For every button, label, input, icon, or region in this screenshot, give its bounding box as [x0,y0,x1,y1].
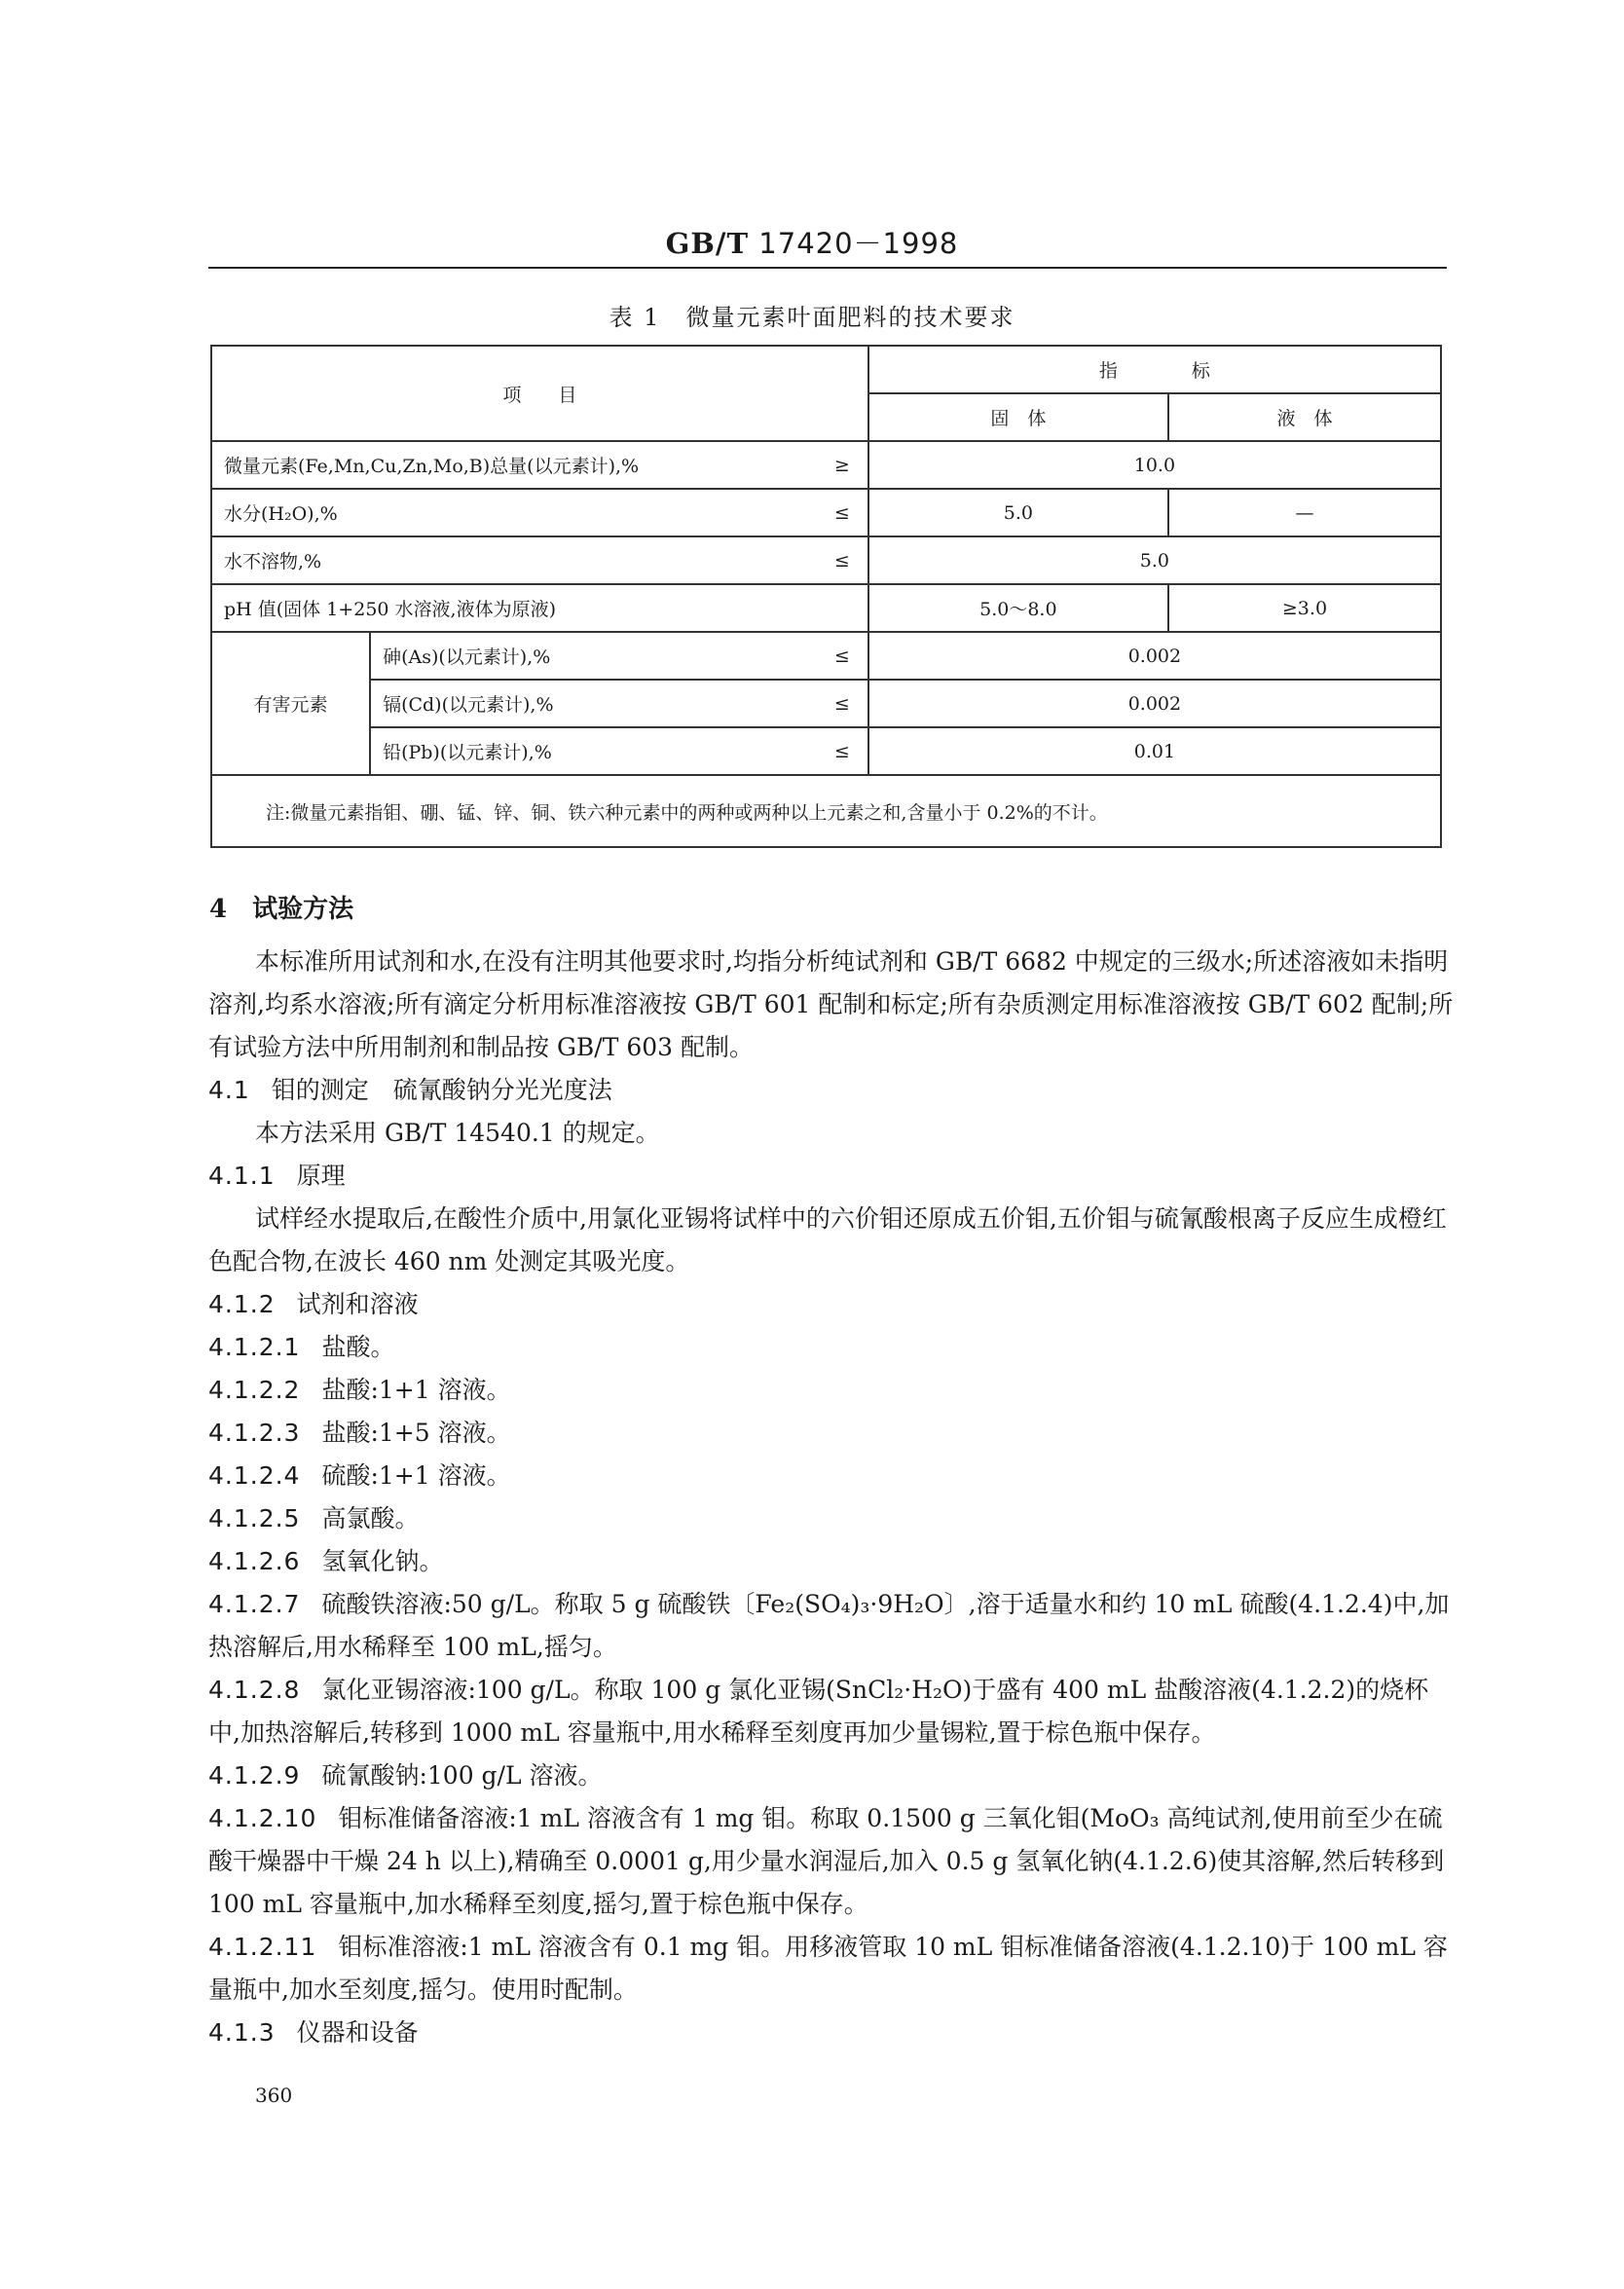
clause-text: 仪器和设备 [296,2018,419,2047]
table-note: 注:微量元素指钼、硼、锰、锌、铜、铁六种元素中的两种或两种以上元素之和,含量小于 0.2%的不计。 [211,775,1441,847]
clause [208,1455,1455,1497]
header-rule [208,267,1447,269]
row-liquid-value: ≥3.0 [1168,584,1441,632]
clause [208,1369,1455,1412]
row-item: pH 值(固体 1+250 水溶液,液体为原液) [211,584,868,632]
spec-table [210,345,1442,848]
clause-paragraph: 本方法采用 GB/T 14540.1 的规定。 [255,1119,660,1147]
header-solid: 固 体 [868,393,1168,441]
clause [208,1155,1455,1198]
clause-text: 试剂和溶液 [296,1290,419,1318]
clause-text: 原理 [296,1162,346,1190]
clause-number: 4.1.2.7 [208,1590,301,1618]
clause-number: 4.1.2.6 [208,1547,301,1575]
clause-text: 硫氰酸钠:100 g/L 溶液。 [321,1761,603,1790]
standard-header [0,222,1624,262]
clause [208,1412,1455,1455]
standard-number: 17420－1998 [758,227,959,260]
table-row [211,584,1441,632]
header-liquid: 液 体 [1168,393,1441,441]
clause-text: 盐酸。 [321,1333,395,1361]
clause [208,1669,1455,1754]
clause-paragraph: 试样经水提取后,在酸性介质中,用氯化亚锡将试样中的六价钼还原成五价钼,五价钼与硫氰酸根离子反应生成橙红色配合物,在波长 460 nm 处测定其吸光度。 [208,1204,1447,1275]
clause [208,1926,1455,2012]
clause [208,1069,1455,1112]
row-symbol: ≤ [792,632,868,680]
row-symbol: ≤ [792,680,868,727]
row-symbol: ≤ [792,536,868,584]
clause-text: 硫酸铁溶液:50 g/L。称取 5 g 硫酸铁〔Fe₂(SO₄)₃·9H₂O〕,溶于适量水和约 10 mL 硫酸(4.1.2.4)中,加热溶解后,用水稀释至 100 mL,摇匀。 [208,1590,1450,1661]
clause [208,1540,1455,1583]
intro-paragraph: 本标准所用试剂和水,在没有注明其他要求时,均指分析纯试剂和 GB/T 6682 中规定的三级水;所述溶液如未指明溶剂,均系水溶液;所有滴定分析用标准溶液按 GB/T 601 配制和标定;所有杂质测定用标准溶液按 GB/T 602 配制;所有试验方法中所用制剂和制品按 GB/T 603 配制。 [208,947,1454,1061]
row-symbol: ≤ [792,489,868,536]
row-item: 微量元素(Fe,Mn,Cu,Zn,Mo,B)总量(以元素计),% [211,441,792,489]
clause [208,1583,1455,1669]
clause-number: 4.1.2.4 [208,1461,301,1490]
clause-number: 4.1.1 [208,1162,276,1190]
clause [208,1754,1455,1797]
clause-number: 4.1.2.8 [208,1676,301,1704]
clause-text: 氢氧化钠。 [321,1547,444,1575]
clause-number: 4.1.2.3 [208,1419,301,1447]
row-value: 0.01 [868,727,1441,775]
clause [208,1497,1455,1540]
row-item: 水分(H₂O),% [211,489,792,536]
row-value: 0.002 [868,680,1441,727]
clause-text: 盐酸:1+1 溶液。 [321,1376,511,1404]
clause-number: 4.1.2.10 [208,1804,317,1832]
row-item: 镉(Cd)(以元素计),% [370,680,792,727]
table-row [211,680,1441,727]
row-item: 铅(Pb)(以元素计),% [370,727,792,775]
row-symbol: ≤ [792,727,868,775]
clause-number: 4.1.2 [208,1290,276,1318]
table-row [211,489,1441,536]
clause-number: 4.1.3 [208,2018,276,2047]
row-solid-value: 5.0 [868,489,1168,536]
clause-text: 钼标准溶液:1 mL 溶液含有 0.1 mg 钼。用移液管取 10 mL 钼标准储备溶液(4.1.2.10)于 100 mL 容量瓶中,加水至刻度,摇匀。使用时配制。 [208,1933,1448,2004]
clause-number: 4.1 [208,1076,250,1104]
table-row [211,632,1441,680]
row-item: 水不溶物,% [211,536,792,584]
section-title: 4 试验方法 [209,895,354,924]
header-index: 指 标 [868,346,1441,393]
row-symbol: ≥ [792,441,868,489]
standard-prefix: GB/T [665,227,750,260]
page-number: 360 [255,2084,293,2107]
clause-number: 4.1.2.11 [208,1933,317,1961]
clause-text: 钼标准储备溶液:1 mL 溶液含有 1 mg 钼。称取 0.1500 g 三氧化钼(MoO₃ 高纯试剂,使用前至少在硫酸干燥器中干燥 24 h 以上),精确至 0.0001 g,用少量水润湿后,加入 0.5 g 氢氧化钠(4.1.2.6)使其溶解,然后转移到 100 mL 容量瓶中,加水稀释至刻度,摇匀,置于棕色瓶中保存。 [208,1804,1445,1918]
clause [208,1283,1455,1326]
table-row [211,536,1441,584]
clause [208,1326,1455,1369]
clause-text: 高氯酸。 [321,1504,420,1532]
body-text [208,941,1455,2054]
clause [208,2012,1455,2054]
clause-number: 4.1.2.1 [208,1333,301,1361]
row-value: 5.0 [868,536,1441,584]
row-value: 10.0 [868,441,1441,489]
clause-text: 氯化亚锡溶液:100 g/L。称取 100 g 氯化亚锡(SnCl₂·H₂O)于盛有 400 mL 盐酸溶液(4.1.2.2)的烧杯中,加热溶解后,转移到 1000 mL 容量瓶中,用水稀释至刻度再加少量锡粒,置于棕色瓶中保存。 [208,1676,1429,1747]
clause-number: 4.1.2.9 [208,1761,301,1790]
row-solid-value: 5.0～8.0 [868,584,1168,632]
header-item: 项 目 [211,346,868,441]
table-row [211,441,1441,489]
row-item: 砷(As)(以元素计),% [370,632,792,680]
harmful-elements-label: 有害元素 [211,632,370,775]
table-row [211,727,1441,775]
row-value: 0.002 [868,632,1441,680]
clause-text: 钼的测定 硫氰酸钠分光光度法 [271,1076,612,1104]
clause [208,1797,1455,1926]
table-title: 表 1 微量元素叶面肥料的技术要求 [609,304,1015,331]
clause-number: 4.1.2.2 [208,1376,301,1404]
clause-text: 硫酸:1+1 溶液。 [321,1461,511,1490]
row-liquid-value: — [1168,489,1441,536]
clause-text: 盐酸:1+5 溶液。 [321,1419,511,1447]
clause-number: 4.1.2.5 [208,1504,301,1532]
